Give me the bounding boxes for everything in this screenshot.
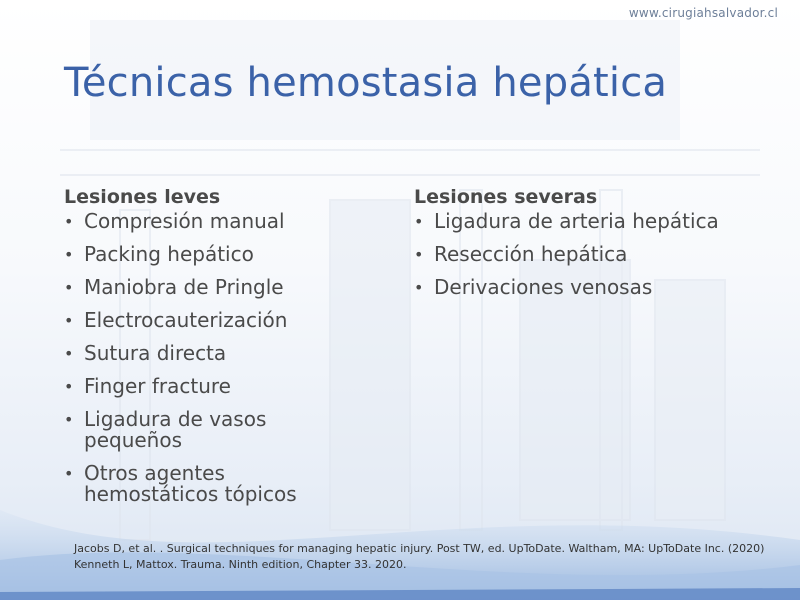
- right-bullet-list: [414, 211, 774, 298]
- bullet-icon: •: [414, 245, 424, 264]
- bullet-icon: •: [64, 278, 74, 297]
- list-item: [414, 277, 774, 298]
- list-item-text: Packing hepático: [84, 242, 254, 266]
- left-column: [64, 186, 364, 517]
- bullet-icon: •: [64, 311, 74, 330]
- list-item-text: Otros agentes hemostáticos tópicos: [84, 461, 297, 506]
- list-item: [64, 211, 364, 232]
- list-item-text: Sutura directa: [84, 341, 227, 365]
- list-item-text: Compresión manual: [84, 209, 285, 233]
- list-item: [64, 244, 364, 265]
- bullet-icon: •: [64, 464, 74, 483]
- reference-line: Jacobs D, et al. . Surgical techniques for managing hepatic injury. Post TW, ed. UpToDate. Waltham, MA: UpToDate Inc. (2020): [74, 542, 765, 555]
- list-item: [64, 463, 364, 505]
- site-url: www.cirugiahsalvador.cl: [628, 6, 778, 20]
- list-item: [414, 244, 774, 265]
- list-item-text: Maniobra de Pringle: [84, 275, 284, 299]
- right-column-heading: Lesiones severas: [414, 186, 598, 208]
- list-item-text: Finger fracture: [84, 374, 231, 398]
- bullet-icon: •: [64, 245, 74, 264]
- bullet-icon: •: [414, 212, 424, 231]
- references: [74, 541, 764, 573]
- list-item: [64, 277, 364, 298]
- list-item-text: Ligadura de vasos pequeños: [84, 407, 267, 452]
- list-item-text: Resección hepática: [434, 242, 628, 266]
- right-column: [414, 186, 774, 310]
- reference-line: Kenneth L, Mattox. Trauma. Ninth edition, Chapter 33. 2020.: [74, 558, 407, 571]
- bullet-icon: •: [414, 278, 424, 297]
- bullet-icon: •: [64, 377, 74, 396]
- list-item: [414, 211, 774, 232]
- bullet-icon: •: [64, 344, 74, 363]
- bullet-icon: •: [64, 212, 74, 231]
- bullet-icon: •: [64, 410, 74, 429]
- list-item: [64, 310, 364, 331]
- list-item: [64, 343, 364, 364]
- left-column-heading: Lesiones leves: [64, 186, 221, 208]
- list-item: [64, 409, 364, 451]
- left-bullet-list: [64, 211, 364, 505]
- list-item-text: Derivaciones venosas: [434, 275, 653, 299]
- list-item-text: Ligadura de arteria hepática: [434, 209, 719, 233]
- list-item-text: Electrocauterización: [84, 308, 288, 332]
- list-item: [64, 376, 364, 397]
- slide-title: Técnicas hemostasia hepática: [64, 60, 668, 106]
